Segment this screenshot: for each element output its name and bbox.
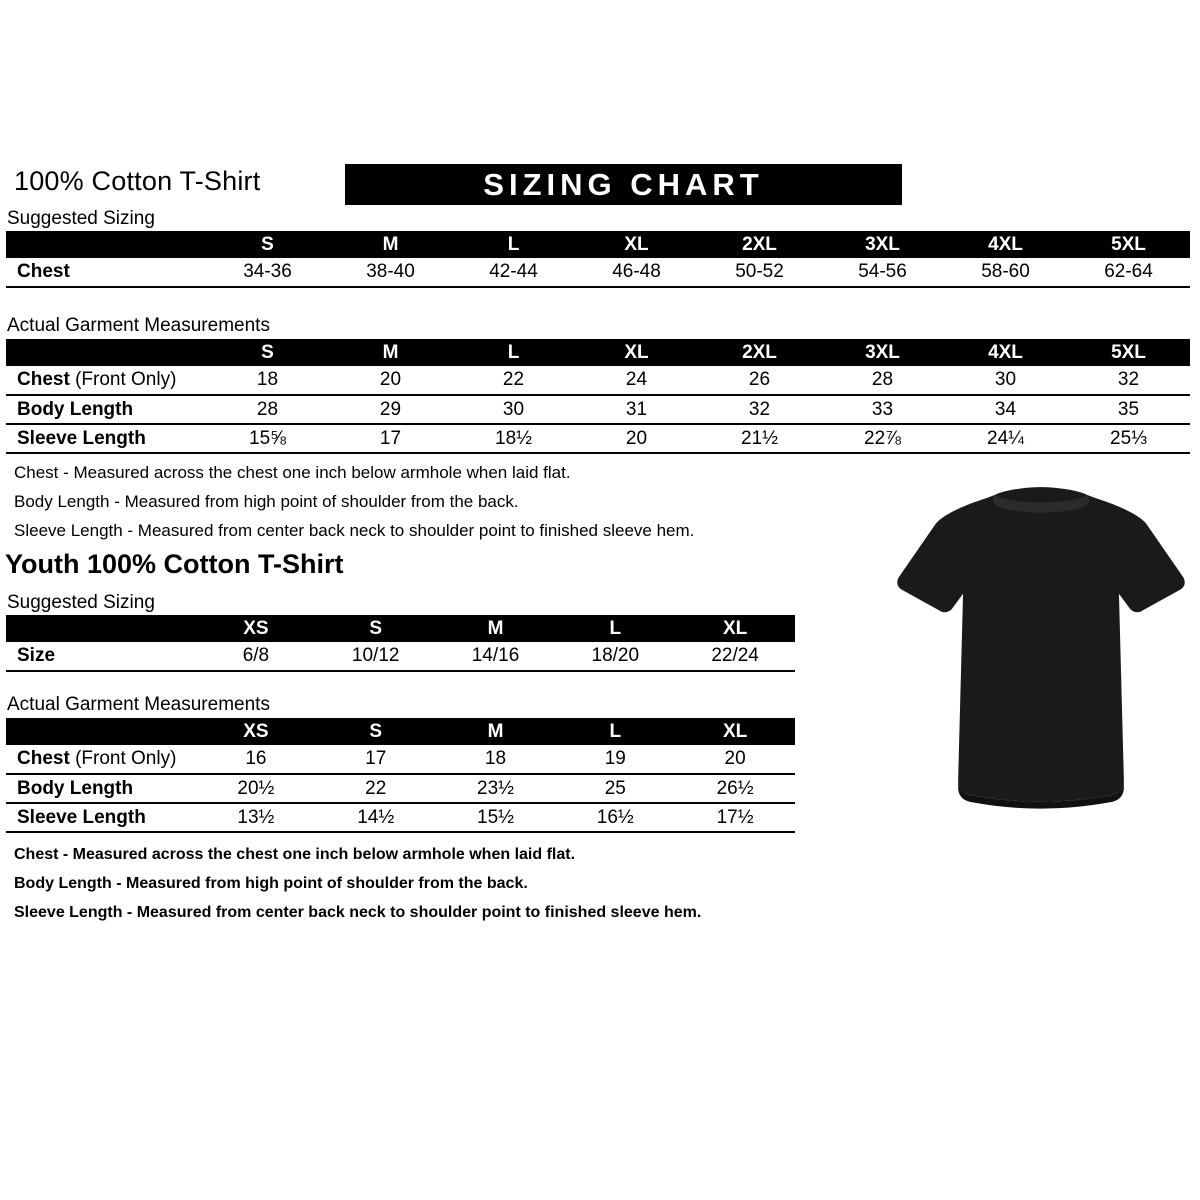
size-header: 3XL <box>821 339 944 366</box>
table-cell: 24¼ <box>944 424 1067 453</box>
table-cell: 32 <box>1067 366 1190 395</box>
size-header: L <box>452 231 575 258</box>
table-cell: 42-44 <box>452 258 575 287</box>
table-row-chest <box>6 258 1190 287</box>
table-cell: 34 <box>944 395 1067 424</box>
table-cell: 22 <box>316 774 436 803</box>
size-header: 2XL <box>698 231 821 258</box>
adult-actual-table-wrap <box>6 339 1190 454</box>
table-cell: 17 <box>316 745 436 774</box>
table-cell: 10/12 <box>316 642 436 671</box>
table-cell: 16½ <box>555 803 675 832</box>
row-label: Body Length <box>6 395 206 424</box>
size-header-empty <box>6 339 206 366</box>
youth-actual-table-wrap <box>6 718 795 833</box>
adult-suggested-sizing-label: Suggested Sizing <box>7 208 155 229</box>
table-cell: 54-56 <box>821 258 944 287</box>
table-cell: 30 <box>944 366 1067 395</box>
table-row-size <box>6 642 795 671</box>
youth-actual-measurements-label: Actual Garment Measurements <box>7 694 270 715</box>
row-label: Chest (Front Only) <box>6 745 196 774</box>
table-cell: 6/8 <box>196 642 316 671</box>
youth-measurement-notes <box>14 840 701 927</box>
table-cell: 20 <box>329 366 452 395</box>
table-row-sleeve-length <box>6 424 1190 453</box>
table-cell: 21½ <box>698 424 821 453</box>
size-header: XL <box>575 231 698 258</box>
size-header: 5XL <box>1067 231 1190 258</box>
table-cell: 33 <box>821 395 944 424</box>
note-chest: Chest - Measured across the chest one inch below armhole when laid flat. <box>14 463 571 482</box>
size-header: XS <box>196 718 316 745</box>
table-cell: 62-64 <box>1067 258 1190 287</box>
size-header: M <box>436 615 556 642</box>
adult-actual-measurements-table <box>6 339 1190 454</box>
row-label: Body Length <box>6 774 196 803</box>
note-body-length: Body Length - Measured from high point of shoulder from the back. <box>14 875 528 892</box>
table-cell: 14½ <box>316 803 436 832</box>
table-row-chest <box>6 745 795 774</box>
row-label: Sleeve Length <box>6 424 206 453</box>
table-cell: 26 <box>698 366 821 395</box>
note-sleeve-length: Sleeve Length - Measured from center back neck to shoulder point to finished sleeve hem. <box>14 904 702 921</box>
table-cell: 20 <box>675 745 795 774</box>
adult-actual-header-row <box>6 339 1190 366</box>
table-cell: 24 <box>575 366 698 395</box>
table-cell: 13½ <box>196 803 316 832</box>
size-header-empty <box>6 231 206 258</box>
table-cell: 20½ <box>196 774 316 803</box>
sizing-chart-banner: SIZING CHART <box>345 164 902 205</box>
row-label: Chest (Front Only) <box>6 366 206 395</box>
adult-measurement-notes <box>14 458 694 545</box>
size-header-empty <box>6 718 196 745</box>
size-header: 3XL <box>821 231 944 258</box>
adult-actual-measurements-label: Actual Garment Measurements <box>7 315 270 336</box>
table-cell: 22 <box>452 366 575 395</box>
table-cell: 28 <box>206 395 329 424</box>
table-cell: 32 <box>698 395 821 424</box>
table-cell: 35 <box>1067 395 1190 424</box>
table-cell: 29 <box>329 395 452 424</box>
youth-suggested-header-row <box>6 615 795 642</box>
adult-suggested-sizing-table <box>6 231 1190 288</box>
table-cell: 46-48 <box>575 258 698 287</box>
youth-suggested-sizing-table <box>6 615 795 672</box>
row-label: Chest <box>6 258 206 287</box>
note-sleeve-length: Sleeve Length - Measured from center back neck to shoulder point to finished sleeve hem. <box>14 521 695 540</box>
size-header: 2XL <box>698 339 821 366</box>
table-cell: 23½ <box>436 774 556 803</box>
table-cell: 16 <box>196 745 316 774</box>
row-label: Size <box>6 642 196 671</box>
size-header: M <box>329 231 452 258</box>
table-cell: 18 <box>206 366 329 395</box>
size-header: 5XL <box>1067 339 1190 366</box>
youth-section-title: Youth 100% Cotton T-Shirt <box>5 549 344 579</box>
size-header: S <box>206 231 329 258</box>
youth-actual-header-row <box>6 718 795 745</box>
table-cell: 19 <box>555 745 675 774</box>
table-cell: 31 <box>575 395 698 424</box>
table-cell: 38-40 <box>329 258 452 287</box>
size-header: L <box>452 339 575 366</box>
table-row-chest <box>6 366 1190 395</box>
row-label: Sleeve Length <box>6 803 196 832</box>
note-chest: Chest - Measured across the chest one inch below armhole when laid flat. <box>14 846 576 863</box>
table-cell: 30 <box>452 395 575 424</box>
size-header: S <box>316 615 436 642</box>
adult-suggested-header-row <box>6 231 1190 258</box>
table-cell: 15½ <box>436 803 556 832</box>
table-cell: 15⅝ <box>206 424 329 453</box>
youth-suggested-table-wrap <box>6 615 795 672</box>
table-cell: 25⅓ <box>1067 424 1190 453</box>
size-header: S <box>316 718 436 745</box>
table-cell: 18/20 <box>555 642 675 671</box>
size-header: XS <box>196 615 316 642</box>
table-row-body-length <box>6 774 795 803</box>
table-row-body-length <box>6 395 1190 424</box>
table-row-sleeve-length <box>6 803 795 832</box>
table-cell: 18½ <box>452 424 575 453</box>
table-cell: 28 <box>821 366 944 395</box>
table-cell: 14/16 <box>436 642 556 671</box>
table-cell: 18 <box>436 745 556 774</box>
size-header: M <box>436 718 556 745</box>
size-header: 4XL <box>944 231 1067 258</box>
size-header-empty <box>6 615 196 642</box>
tshirt-image <box>893 478 1189 816</box>
youth-suggested-sizing-label: Suggested Sizing <box>7 592 155 613</box>
table-cell: 26½ <box>675 774 795 803</box>
table-cell: 34-36 <box>206 258 329 287</box>
table-cell: 17½ <box>675 803 795 832</box>
adult-suggested-table-wrap <box>6 231 1190 288</box>
table-cell: 58-60 <box>944 258 1067 287</box>
size-header: 4XL <box>944 339 1067 366</box>
table-cell: 17 <box>329 424 452 453</box>
table-cell: 20 <box>575 424 698 453</box>
size-header: L <box>555 615 675 642</box>
adult-section-title: 100% Cotton T-Shirt <box>14 166 261 196</box>
size-header: L <box>555 718 675 745</box>
size-header: S <box>206 339 329 366</box>
table-cell: 25 <box>555 774 675 803</box>
table-cell: 22⅞ <box>821 424 944 453</box>
table-cell: 22/24 <box>675 642 795 671</box>
note-body-length: Body Length - Measured from high point of shoulder from the back. <box>14 492 519 511</box>
size-header: XL <box>675 718 795 745</box>
size-header: XL <box>575 339 698 366</box>
black-tshirt-graphic <box>893 478 1189 816</box>
youth-actual-measurements-table <box>6 718 795 833</box>
size-header: XL <box>675 615 795 642</box>
table-cell: 50-52 <box>698 258 821 287</box>
size-header: M <box>329 339 452 366</box>
